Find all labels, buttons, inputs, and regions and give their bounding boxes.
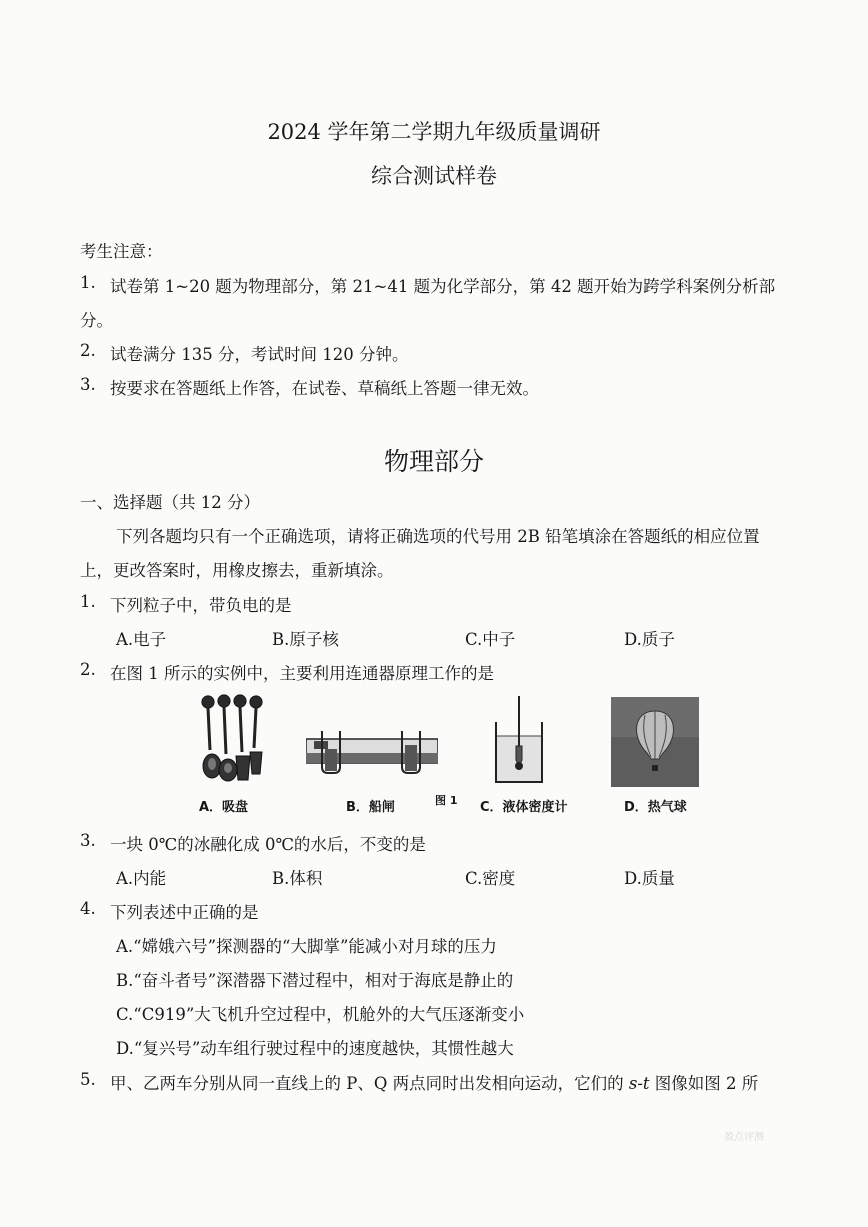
question-stem: 下列表述中正确的是	[110, 903, 259, 922]
notice-item-text: 按要求在答题纸上作答，在试卷、草稿纸上答题一律无效。	[110, 379, 539, 398]
watermark: 盈点评测	[724, 1132, 764, 1143]
question-number: 4.	[80, 899, 96, 918]
exam-subtitle: 综合测试样卷	[371, 164, 497, 188]
option-b: B.体积	[272, 869, 323, 888]
question-number: 5.	[80, 1070, 96, 1089]
ship-lock-image	[306, 727, 438, 777]
figure-caption: A．吸盘	[199, 800, 249, 815]
exam-title: 2024 学年第二学期九年级质量调研	[267, 120, 601, 144]
option-d: D.质量	[624, 869, 675, 888]
section-title: 物理部分	[383, 447, 484, 476]
notice-item-number: 1.	[80, 273, 96, 292]
hot-air-balloon-image	[611, 697, 699, 787]
question-number: 1.	[80, 592, 96, 611]
notice-item-text: 试卷第 1~20 题为物理部分，第 21~41 题为化学部分，第 42 题开始为跨学科案例分析部	[110, 277, 776, 296]
figure-caption: C．液体密度计	[480, 800, 568, 815]
figure-label: 图 1	[435, 794, 458, 807]
figure-caption: B．船闸	[346, 800, 395, 815]
question-stem: 下列粒子中，带负电的是	[110, 596, 292, 615]
question-stem: 一块 0℃的冰融化成 0℃的水后，不变的是	[110, 835, 426, 854]
st-graph-variable: s-t	[628, 1074, 650, 1093]
option-c: C.“C919”大飞机升空过程中，机舱外的大气压逐渐变小	[116, 1005, 525, 1024]
notice-item-number: 3.	[80, 375, 96, 394]
figure-caption: D．热气球	[624, 800, 687, 815]
hydrometer-image	[490, 694, 550, 786]
option-b: B.“奋斗者号”深潜器下潜过程中，相对于海底是静止的	[116, 971, 514, 990]
option-d: D.质子	[624, 630, 675, 649]
option-d: D.“复兴号”动车组行驶过程中的速度越快，其惯性越大	[116, 1039, 514, 1058]
notice-item-continuation: 分。	[80, 311, 113, 330]
option-c: C.中子	[465, 630, 516, 649]
option-a: A.电子	[116, 630, 167, 649]
option-c: C.密度	[465, 869, 516, 888]
question-number: 3.	[80, 831, 96, 850]
option-b: B.原子核	[272, 630, 339, 649]
question-stem: 在图 1 所示的实例中，主要利用连通器原理工作的是	[110, 664, 494, 683]
notice-item-text: 试卷满分 135 分，考试时间 120 分钟。	[110, 345, 409, 364]
option-a: A.“嫦娥六号”探测器的“大脚掌”能减小对月球的压力	[116, 937, 497, 956]
notice-item-number: 2.	[80, 341, 96, 360]
question-stem: 甲、乙两车分别从同一直线上的 P、Q 两点同时出发相向运动，它们的 s-t 图像如图 2 所	[110, 1074, 759, 1093]
instruction-line: 上，更改答案时，用橡皮擦去，重新填涂。	[80, 561, 394, 580]
option-a: A.内能	[116, 869, 167, 888]
question-number: 2.	[80, 660, 96, 679]
notice-heading: 考生注意：	[80, 242, 163, 261]
part-heading: 一、选择题（共 12 分）	[80, 493, 260, 512]
instruction-line: 下列各题均只有一个正确选项，请将正确选项的代号用 2B 铅笔填涂在答题纸的相应位置	[116, 527, 760, 546]
suction-cup-hooks-image	[196, 692, 272, 788]
